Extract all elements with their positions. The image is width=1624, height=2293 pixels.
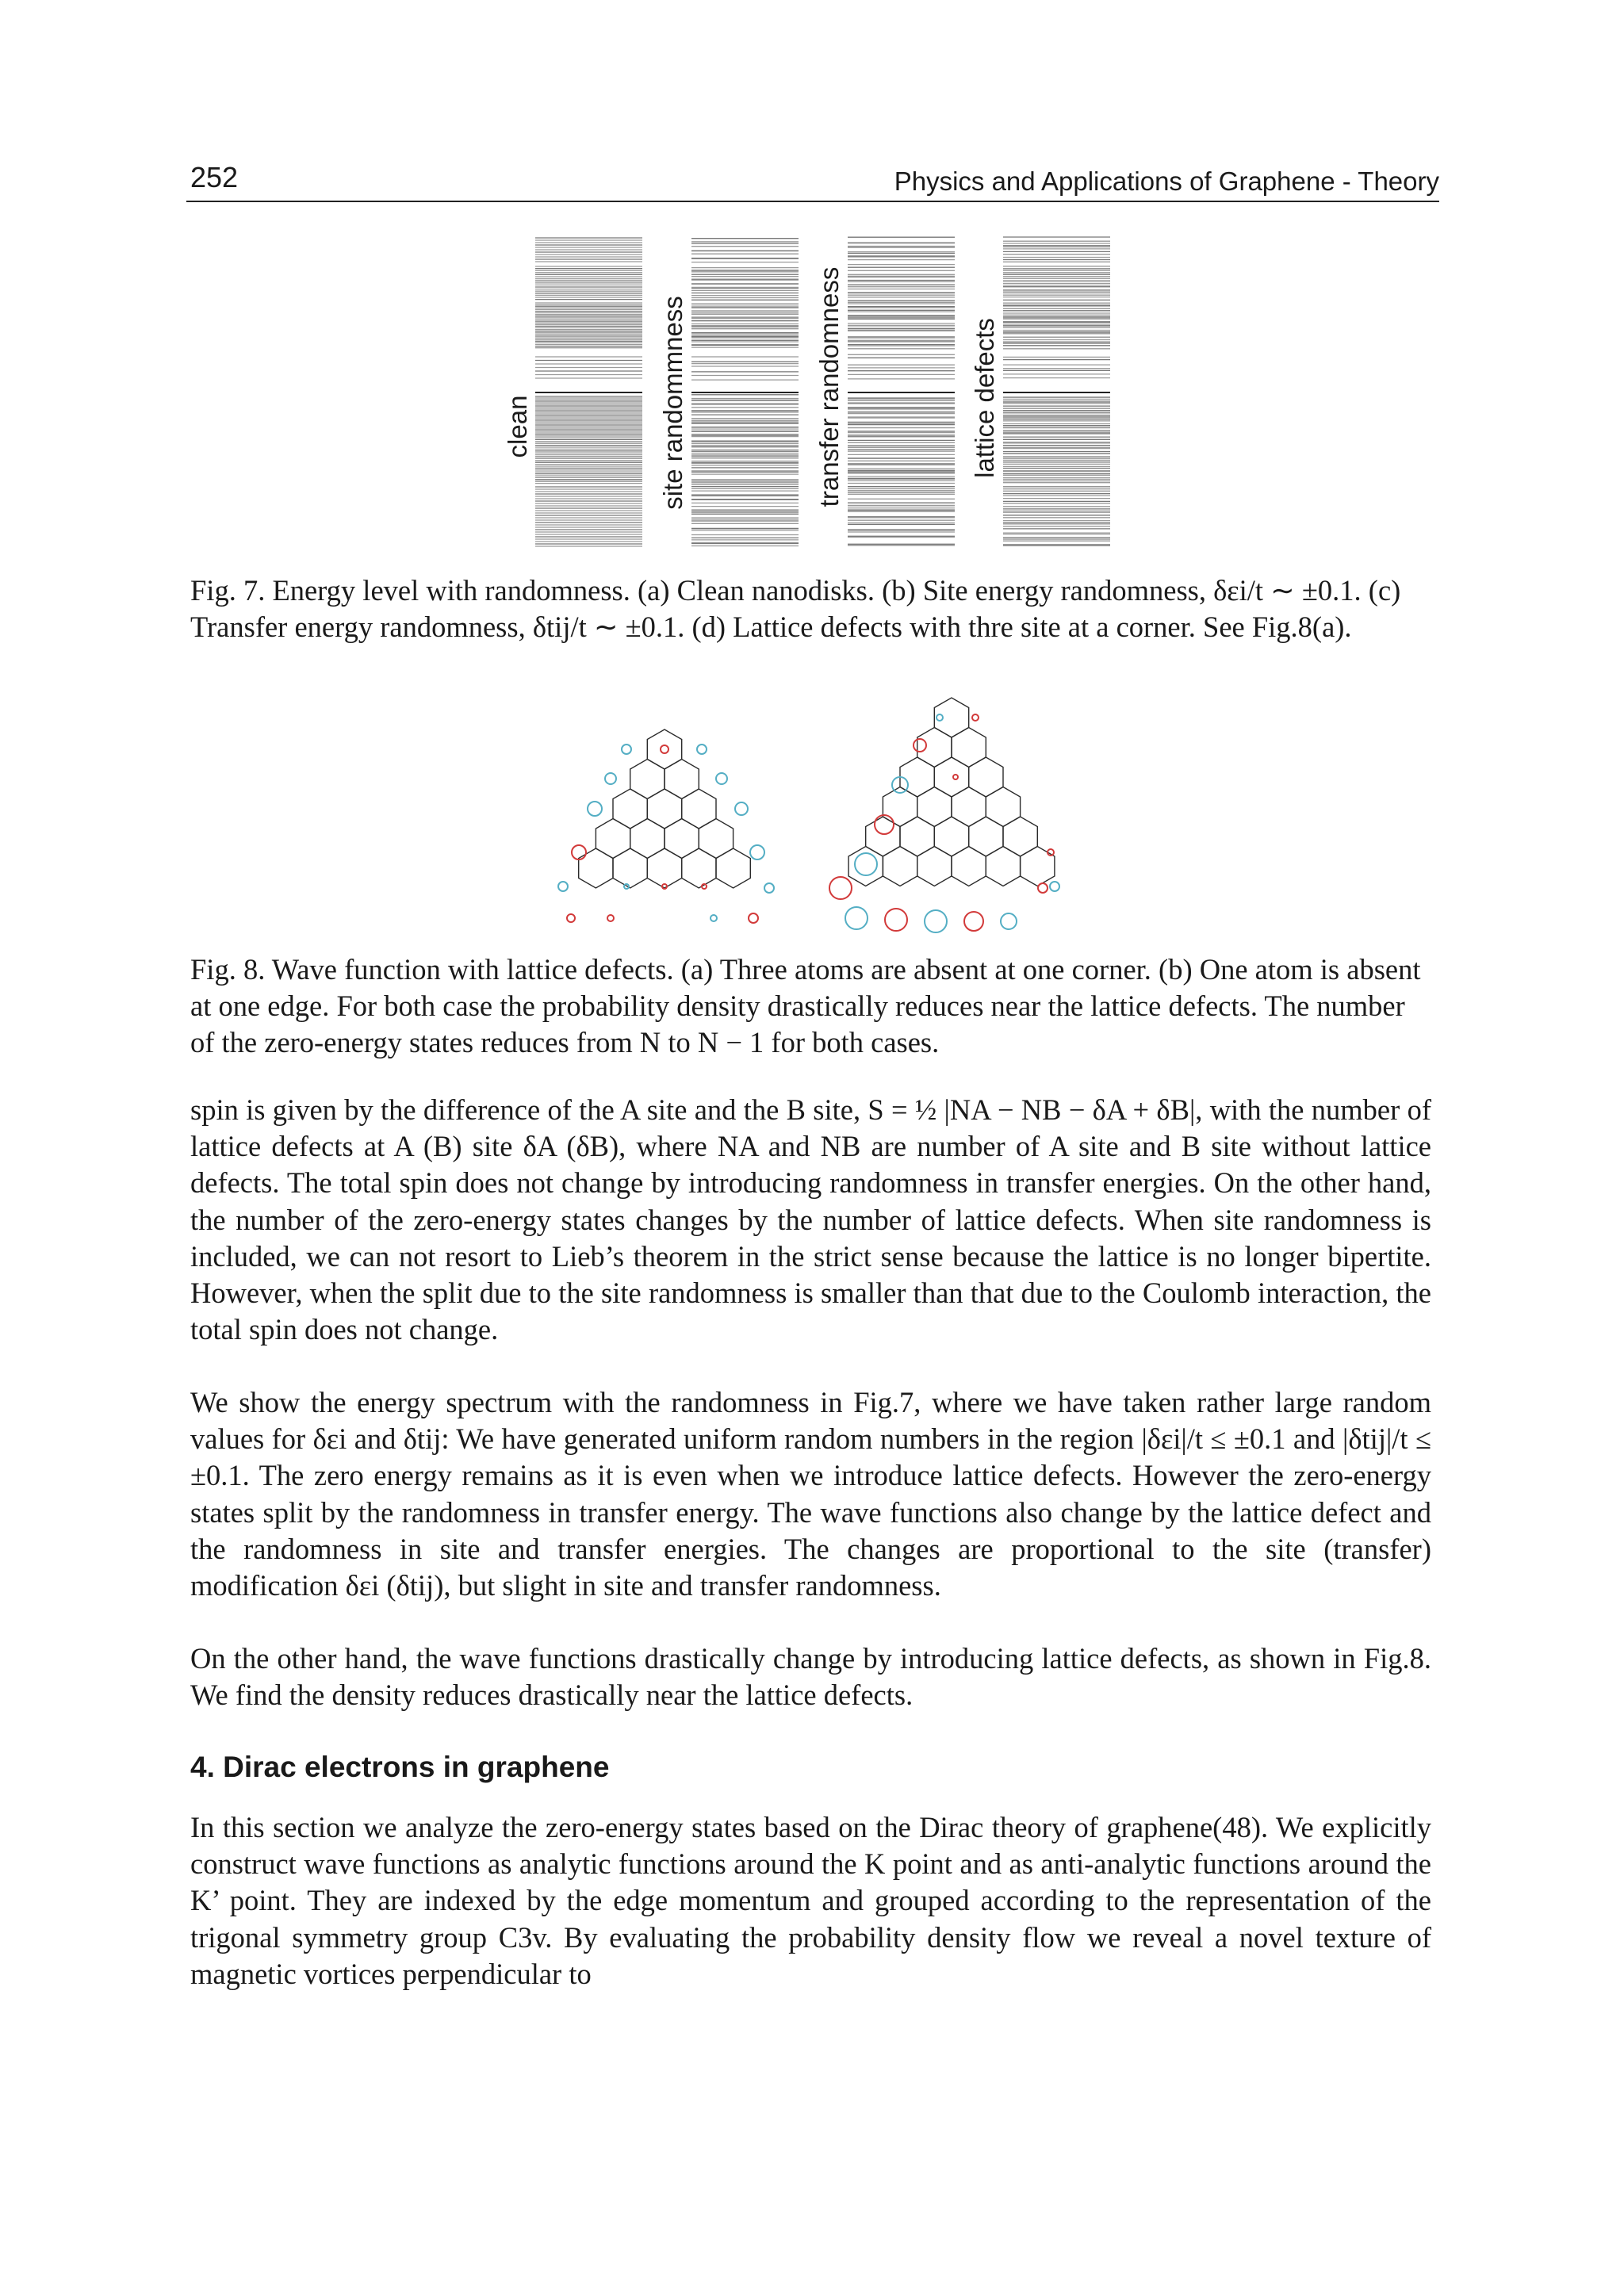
density-circle-site-a: [702, 884, 707, 889]
density-circle-site-a: [885, 909, 907, 931]
nanodisk-edge-defect: [829, 698, 1059, 932]
density-circle-site-a: [914, 739, 926, 752]
spectrum-lattice-defects: [1003, 237, 1110, 545]
section-heading: 4. Dirac electrons in graphene: [190, 1751, 610, 1783]
density-circle-site-b: [558, 882, 568, 891]
spectrum-transfer-randomness: [848, 237, 955, 545]
hexagon-cell: [883, 847, 917, 886]
density-circle-site-b: [716, 773, 727, 784]
hexagon-cell: [630, 819, 665, 859]
hexagon-cell: [900, 817, 934, 856]
hexagon-cell: [952, 728, 986, 768]
hexagon-cell: [630, 760, 665, 799]
hexagon-cell: [699, 819, 733, 859]
body-paragraph-wave-functions: On the other hand, the wave functions drastically change by introducing lattice defects, as shown in Fig.8. We find the density reduces drastically near the lattice defects.: [190, 1642, 1431, 1712]
hexagon-cell: [866, 817, 900, 856]
hexagon-cell: [1021, 847, 1055, 886]
density-circle-site-a: [829, 877, 852, 899]
density-circle-site-a: [607, 915, 614, 921]
density-circle-site-b: [1001, 913, 1017, 929]
density-circle-site-b: [1050, 882, 1059, 891]
hexagon-cell: [682, 789, 716, 829]
spectrum-site-randomness: [691, 239, 799, 546]
body-paragraph-energy-spectrum: We show the energy spectrum with the randomness in Fig.7, where we have taken rather large random values for δεi and δtij: We have generated uniform random numbers in the region |δεi|/t ≤ ±0.1 and |δtij|/t ≤ ±0.1. The zero energy remains as it is even when we introduce lattice defects. However the zero-energy states split by the randomness in transfer energy. The wave functions also change by the lattice defect and the randomness in site and transfer energies. The changes are proportional to the site (transfer) modification δεi (δtij), but slight in site and transfer randomness.: [190, 1386, 1431, 1602]
page-number: 252: [190, 161, 239, 193]
density-circle-site-a: [964, 912, 983, 931]
density-circle-site-b: [605, 773, 616, 784]
panel-label-transfer-randomness: transfer randomness: [814, 266, 844, 507]
hexagon-cell: [986, 847, 1020, 886]
figure-7-caption: Fig. 7. Energy level with randomness. (a) Clean nanodisks. (b) Site energy randomness, δεi/t ∼ ±0.1. (c) Transfer energy randomness, δtij/t ∼ ±0.1. (d) Lattice defects with thre site at a corner. See Fig.8(a).: [190, 574, 1401, 644]
hexagon-cell: [917, 728, 952, 768]
hexagon-cell: [969, 817, 1003, 856]
hexagon-cell: [917, 787, 952, 827]
figure-7-energy-levels: [476, 230, 1126, 555]
panel-label-site-randomness: site randommness: [658, 296, 688, 510]
hexagon-cell: [848, 847, 883, 886]
body-paragraph-spin: spin is given by the difference of the A site and the B site, S = ½ |NA − NB − δA + δB|, with the number of lattice defects at A (B) site δA (δB), where NA and NB are number of A site and B site without lattice defects. The total spin does not change by introducing randomness in transfer energies. On the other hand, the number of the zero-energy states changes by the number of lattice defects. When site randomness is included, we can not resort to Lieb’s theorem in the strict sense because the lattice is no longer bipertite. However, when the split due to the site randomness is smaller than that due to the Coulomb interaction, the total spin does not change.: [190, 1093, 1431, 1346]
hexagon-cell: [647, 848, 681, 888]
hexagon-cell: [579, 848, 613, 888]
hexagon-cell: [613, 789, 647, 829]
hexagon-cell: [596, 819, 630, 859]
hexagon-cell: [934, 698, 968, 737]
header-rule: [186, 201, 1439, 202]
panel-label-clean: clean: [503, 395, 532, 458]
hexagon-cell: [665, 819, 699, 859]
nanodisk-corner-defect: [558, 729, 774, 923]
density-circle-site-b: [735, 802, 748, 815]
hexagon-cell: [934, 757, 968, 797]
density-circle-site-a: [953, 775, 958, 779]
density-circle-site-b: [855, 853, 877, 875]
body-paragraph-dirac: In this section we analyze the zero-energy states based on the Dirac theory of graphene(48). We explicitly construct wave functions as analytic functions around the K point and as anti-analytic functions around the K’ point. They are indexed by the edge momentum and grouped according to the representation of the trigonal symmetry group C3v. By evaluating the probability density flow we reveal a novel texture of magnetic vortices perpendicular to: [190, 1811, 1431, 1990]
hexagon-cell: [934, 817, 968, 856]
hexagon-cell: [665, 760, 699, 799]
density-circle-site-b: [750, 845, 764, 859]
hexagon-cell: [969, 757, 1003, 797]
hexagon-cell: [647, 729, 681, 769]
density-circle-site-b: [845, 907, 868, 929]
density-circle-site-a: [1038, 883, 1048, 893]
hexagon-cell: [682, 848, 716, 888]
density-circle-site-b: [697, 745, 707, 754]
panel-label-lattice-defects: lattice defects: [970, 318, 999, 478]
figure-8-wave-functions: [523, 690, 1102, 944]
spectrum-clean: [535, 238, 642, 546]
density-circle-site-a: [662, 884, 667, 889]
density-circle-site-b: [936, 714, 943, 721]
hexagon-cell: [917, 847, 952, 886]
hexagon-cell: [986, 787, 1020, 827]
hexagon-cell: [716, 848, 750, 888]
density-circle-site-a: [567, 914, 575, 922]
density-circle-site-b: [622, 745, 631, 754]
density-circle-site-a: [572, 845, 586, 859]
hexagon-cell: [1003, 817, 1037, 856]
hexagon-cell: [647, 789, 681, 829]
hexagon-cell: [952, 787, 986, 827]
hexagon-cell: [952, 847, 986, 886]
density-circle-site-a: [972, 714, 979, 721]
figure-8-caption: Fig. 8. Wave function with lattice defects. (a) Three atoms are absent at one corner. (b) One atom is absent at one edge. For both case the probability density drastically reduces near the lattice defects. The number of the zero-energy states reduces from N to N − 1 for both cases.: [190, 953, 1421, 1059]
density-circle-site-a: [749, 913, 758, 923]
density-circle-site-a: [661, 745, 668, 753]
running-title: Physics and Applications of Graphene - Theory: [894, 167, 1439, 196]
density-circle-site-b: [710, 915, 717, 921]
density-circle-site-b: [588, 802, 602, 816]
density-circle-site-b: [925, 910, 947, 932]
hexagon-cell: [613, 848, 647, 888]
density-circle-site-b: [764, 883, 774, 893]
